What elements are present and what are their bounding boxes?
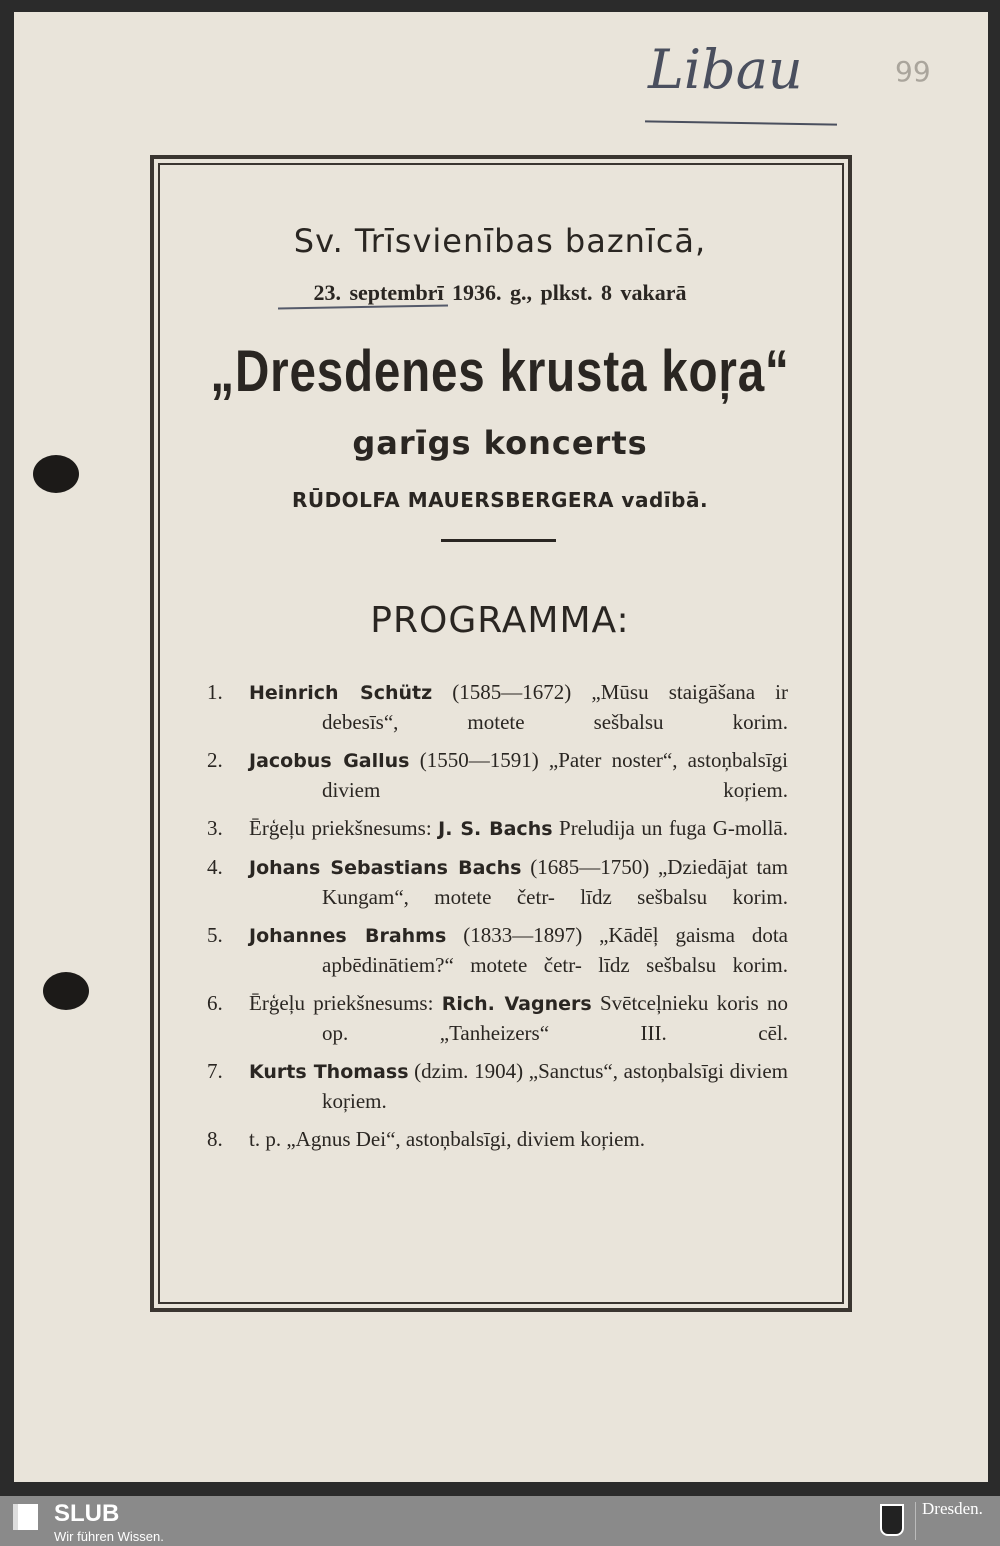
program-item <box>207 814 788 844</box>
work-description: Svētceļnieku koris no op. „Tanheizers“ III. cēl. <box>322 991 788 1045</box>
work-description: (dzim. 1904) „Sanctus“, astoņbalsīgi diviem koŗiem. <box>322 1059 788 1113</box>
slub-logo[interactable]: SLUB <box>54 1500 120 1527</box>
punch-hole <box>43 972 89 1010</box>
slogan: Wir führen Wissen. <box>54 1529 164 1544</box>
item-number: 6. <box>207 991 223 1015</box>
handwritten-annotation: Libau <box>648 38 803 101</box>
work-description: (1550—1591) „Pater noster“, astoņbalsīgi diviem koŗiem. <box>322 748 788 802</box>
item-prefix: Ērģeļu priekšnesums: <box>249 816 439 840</box>
composer: Johans Sebastians Bachs <box>249 857 522 879</box>
item-prefix: Ērģeļu priekšnesums: <box>249 991 442 1015</box>
item-number: 3. <box>207 816 223 840</box>
work-description: (1685—1750) „Dziedājat tam Kungam“, motete četr- līdz sešbalsu korim. <box>322 855 788 909</box>
item-text <box>249 746 788 805</box>
composer: Jacobus Gallus <box>249 750 410 772</box>
item-text <box>249 1125 788 1154</box>
item-text <box>249 853 788 912</box>
item-text <box>249 1057 788 1116</box>
item-number: 4. <box>207 855 223 879</box>
dresden-crest-icon <box>880 1504 904 1536</box>
item-number: 2. <box>207 748 223 772</box>
concert-title: „Dresdenes krusta koŗa“ <box>210 339 790 404</box>
item-prefix: t. p. „Agnus Dei“, astoņbalsīgi, diviem koŗiem. <box>249 1127 646 1151</box>
item-number: 5. <box>207 923 223 947</box>
item-text <box>249 989 788 1048</box>
program-item <box>207 1057 788 1116</box>
item-number: 1. <box>207 680 223 704</box>
item-text <box>249 921 788 980</box>
concert-subtitle: garīgs koncerts <box>352 424 648 462</box>
composer: J. S. Bachs <box>438 818 553 840</box>
pencil-number: 99 <box>895 55 931 88</box>
program-item <box>207 678 788 737</box>
program-list <box>207 678 788 1163</box>
composer: Heinrich Schütz <box>249 682 433 704</box>
venue: Sv. Trīsvienības baznīcā, <box>293 222 707 260</box>
program-item <box>207 989 788 1048</box>
item-text <box>249 814 788 844</box>
composer: Johannes Brahms <box>249 925 447 947</box>
divider <box>441 539 556 542</box>
composer: Kurts Thomass <box>249 1061 409 1083</box>
item-number: 7. <box>207 1059 223 1083</box>
program-heading: PROGRAMMA: <box>370 600 630 641</box>
work-description: (1585—1672) „Mūsu staigāšana ir debesīs“, motete sešbalsu korim. <box>322 680 788 734</box>
divider <box>915 1502 916 1540</box>
dresden-logo[interactable]: Dresden. <box>922 1499 983 1518</box>
item-text <box>249 678 788 737</box>
composer: Rich. Vagners <box>441 993 592 1015</box>
footer-bar <box>0 1496 1000 1546</box>
program-item <box>207 853 788 912</box>
conductor: RŪDOLFA MAUERSBERGERA vadībā. <box>291 488 709 512</box>
program-item <box>207 1125 788 1154</box>
work-description: Preludija un fuga G-mollā. <box>552 816 788 840</box>
book-icon <box>13 1504 38 1530</box>
work-description: (1833—1897) „Kādēļ gaisma dota apbēdinātiem?“ motete četr- līdz sešbalsu korim. <box>322 923 788 977</box>
program-item <box>207 746 788 805</box>
program-item <box>207 921 788 980</box>
item-number: 8. <box>207 1127 223 1151</box>
date: 23. septembrī 1936. g., plkst. 8 vakarā <box>313 280 687 305</box>
